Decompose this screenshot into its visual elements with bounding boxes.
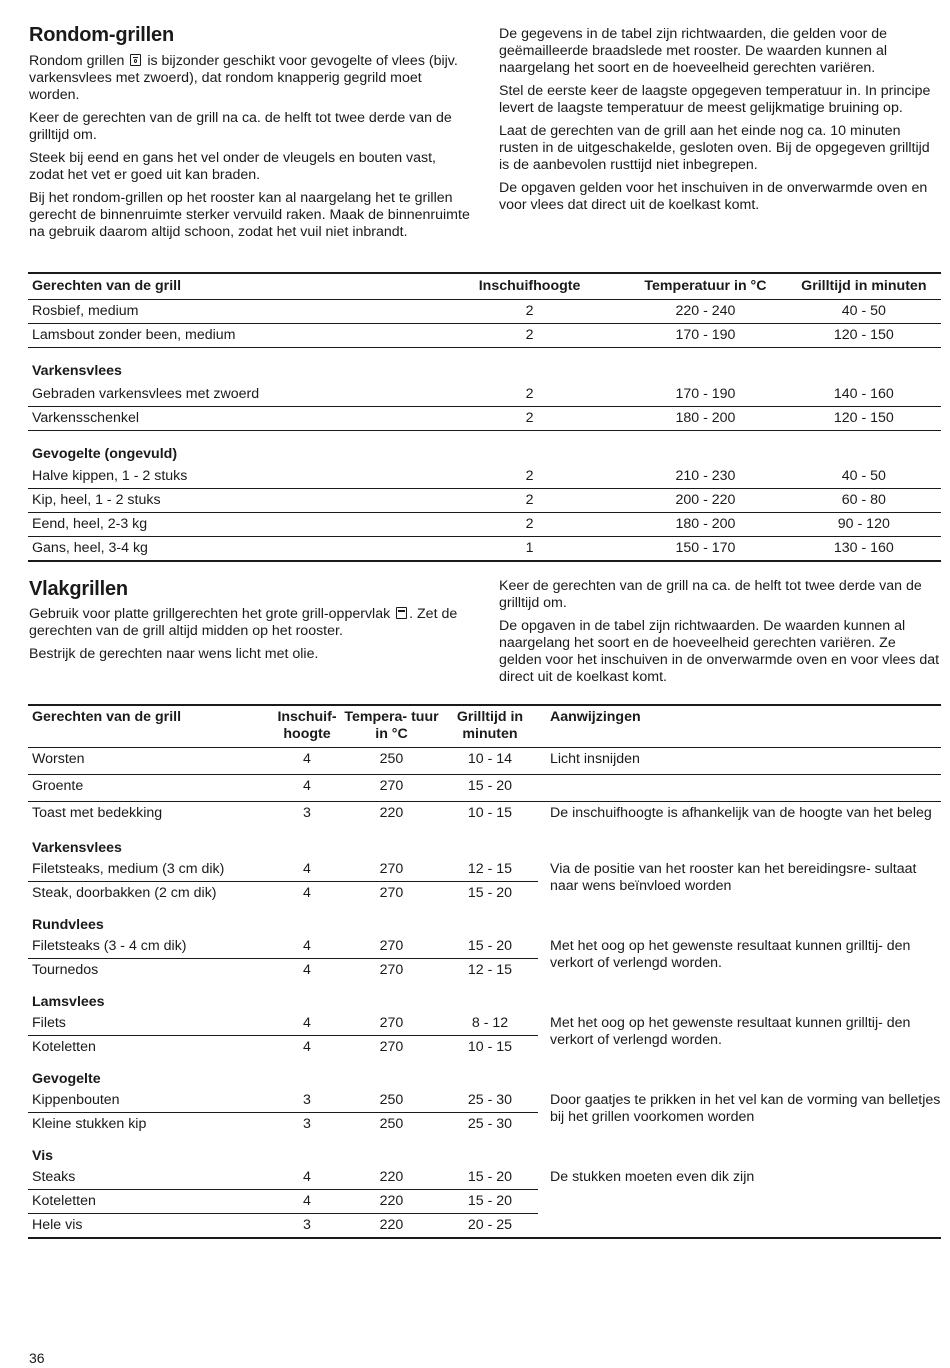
table-group-header	[28, 348, 941, 383]
cell: 270	[379, 1039, 404, 1055]
cell: Filetsteaks, medium (3 cm dik)	[28, 858, 273, 882]
cell: 4	[273, 1166, 341, 1190]
cell: 2	[435, 513, 624, 537]
rotisserie-grill-icon	[130, 54, 141, 66]
cell: 4	[273, 775, 341, 802]
cell: Lamsbout zonder been, medium	[28, 324, 435, 348]
note-cell: De inschuifhoogte is afhankelijk van de hoogte van het beleg	[550, 805, 932, 821]
table-header-row	[28, 705, 941, 748]
cell: 3	[303, 805, 311, 821]
table-group-header	[28, 1059, 941, 1089]
paragraph: Rondom grillen is bijzonder geschikt voor gevogelte of vlees (bijv. varkensvlees met zwoerd), dat rondom knapperig gegrild moet worden.	[29, 53, 458, 103]
cell: 130 - 160	[833, 540, 894, 556]
note-cell: Met het oog op het gewenste resultaat kunnen grilltij- den verkort of verlengd worden.	[550, 938, 911, 971]
paragraph: Bestrijk de gerechten naar wens licht met olie.	[29, 646, 319, 662]
table-row	[28, 383, 941, 407]
cell: 2	[435, 324, 624, 348]
table-row	[28, 300, 941, 324]
cell: 40 - 50	[787, 465, 941, 489]
cell: 15 - 20	[467, 885, 513, 901]
table-row	[28, 465, 941, 489]
table-row	[28, 406, 941, 430]
rondom-grill-table	[28, 272, 941, 562]
table-row	[28, 324, 941, 348]
cell: 220	[341, 1190, 442, 1214]
column-header: Inschuifhoogte	[435, 273, 624, 300]
column-header: Grilltijd in minuten	[787, 273, 941, 300]
cell: 1	[525, 540, 534, 556]
paragraph: Stel de eerste keer de laagste opgegeven temperatuur in. In principe levert de laagste temperatuur de meest gelijkmatige bruining op.	[499, 83, 931, 116]
note-cell	[538, 775, 941, 802]
cell: 120 - 150	[787, 324, 941, 348]
cell: Varkensschenkel	[28, 406, 435, 430]
cell: 220	[379, 805, 404, 821]
cell: 12 - 15	[467, 962, 513, 978]
cell: 25 - 30	[442, 1089, 538, 1113]
cell: Kippenbouten	[28, 1089, 273, 1113]
group-label: Rundvlees	[32, 917, 104, 933]
cell: 170 - 190	[624, 324, 786, 348]
cell: 2	[435, 383, 624, 407]
cell: 10 - 14	[442, 748, 538, 775]
cell: 270	[379, 885, 404, 901]
paragraph: Bij het rondom-grillen op het rooster kan al naargelang het te grillen gerecht de binnenruimte sterker vervuild raken. Maak de binnenruimte na gebruik daarom altijd schoon, zodat het vuil niet inbrandt.	[29, 190, 470, 240]
cell: 210 - 230	[624, 465, 786, 489]
cell: 2	[435, 406, 624, 430]
table-row	[28, 748, 941, 775]
cell: 220 - 240	[624, 300, 786, 324]
paragraph: Steek bij eend en gans het vel onder de vleugels en bouten vast, zodat het vet er goed uit kan braden.	[29, 150, 436, 183]
note-cell: Met het oog op het gewenste resultaat kunnen grilltij- den verkort of verlengd worden.	[550, 1015, 911, 1048]
cell: 90 - 120	[787, 513, 941, 537]
cell: 270	[341, 858, 442, 882]
cell: 4	[303, 962, 311, 978]
paragraph: Keer de gerechten van de grill na ca. de helft tot twee derde van de grilltijd om.	[29, 110, 452, 143]
column-header: Gerechten van de grill	[28, 273, 435, 300]
cell: 220	[379, 1217, 404, 1233]
column-header: Tempera- tuur in °C	[341, 705, 442, 748]
cell: Gebraden varkensvlees met zwoerd	[28, 383, 435, 407]
cell: 4	[303, 1039, 311, 1055]
cell: Hele vis	[32, 1217, 83, 1233]
cell: Tournedos	[32, 962, 99, 978]
cell: Kleine stukken kip	[32, 1116, 147, 1132]
cell: 3	[303, 1116, 311, 1132]
cell: 180 - 200	[624, 406, 786, 430]
table-row	[28, 489, 941, 513]
cell: 4	[273, 935, 341, 959]
table-row	[28, 1089, 941, 1113]
cell: 20 - 25	[467, 1217, 513, 1233]
table-row	[28, 775, 941, 802]
vlak-intro-left	[29, 606, 459, 669]
table-row	[28, 513, 941, 537]
cell: 8 - 12	[442, 1012, 538, 1036]
paragraph: Keer de gerechten van de grill na ca. de helft tot twee derde van de grilltijd om.	[499, 578, 922, 611]
cell: 15 - 20	[442, 1190, 538, 1214]
note-cell: De stukken moeten even dik zijn	[550, 1169, 755, 1185]
table-group-header	[28, 1136, 941, 1166]
paragraph: De opgaven gelden voor het inschuiven in de onverwarmde oven en voor vlees dat direct uit de koelkast komt.	[499, 180, 928, 213]
section-title-rondom-grillen: Rondom-grillen	[29, 24, 174, 46]
vlak-grill-table	[28, 704, 941, 1239]
cell: Steak, doorbakken (2 cm dik)	[32, 885, 217, 901]
cell: 2	[435, 489, 624, 513]
paragraph: Gebruik voor platte grillgerechten het grote grill-oppervlak . Zet de gerechten van de grill altijd midden op het rooster.	[29, 606, 458, 639]
cell: Koteletten	[28, 1190, 273, 1214]
cell: 40 - 50	[787, 300, 941, 324]
cell: 250	[379, 1116, 404, 1132]
cell: 4	[273, 1012, 341, 1036]
cell: Rosbief, medium	[28, 300, 435, 324]
table-header-row	[28, 273, 941, 300]
table-row	[28, 935, 941, 959]
cell: 10 - 15	[467, 1039, 513, 1055]
table-row	[28, 858, 941, 882]
rondom-intro-right	[499, 26, 939, 220]
cell: Halve kippen, 1 - 2 stuks	[28, 465, 435, 489]
cell: Groente	[28, 775, 273, 802]
group-label: Gevogelte	[32, 1071, 101, 1087]
cell: 25 - 30	[467, 1116, 513, 1132]
table-group-header	[28, 430, 941, 465]
cell: 270	[341, 1012, 442, 1036]
section-title-vlakgrillen: Vlakgrillen	[29, 578, 128, 600]
note-cell: Via de positie van het rooster kan het bereidingsre- sultaat naar wens beïnvloed worden	[550, 861, 917, 894]
cell: 3	[303, 1217, 311, 1233]
column-header: Temperatuur in °C	[624, 273, 786, 300]
paragraph: De opgaven in de tabel zijn richtwaarden. De waarden kunnen al naargelang het soort en de hoeveelheid gerechten variëren. Ze gelden voor het inschuiven in de onverwarmde oven en voor vlees dat direct uit de koelkast komt.	[499, 618, 940, 685]
cell: 3	[273, 1089, 341, 1113]
vlak-intro-right	[499, 578, 941, 692]
table-group-header	[28, 905, 941, 935]
cell: 2	[435, 465, 624, 489]
cell: Koteletten	[32, 1039, 96, 1055]
cell: 250	[341, 748, 442, 775]
cell: 170 - 190	[624, 383, 786, 407]
cell: 15 - 20	[442, 1166, 538, 1190]
cell: 250	[341, 1089, 442, 1113]
cell: 140 - 160	[787, 383, 941, 407]
column-header: Grilltijd in minuten	[442, 705, 538, 748]
table-row	[28, 537, 941, 562]
cell: 270	[341, 775, 442, 802]
group-label: Varkensvlees	[32, 840, 122, 856]
cell: Gans, heel, 3-4 kg	[32, 540, 148, 556]
cell: Filetsteaks (3 - 4 cm dik)	[28, 935, 273, 959]
cell: 60 - 80	[787, 489, 941, 513]
group-label: Vis	[32, 1148, 54, 1164]
cell: 4	[303, 885, 311, 901]
cell: 15 - 20	[442, 775, 538, 802]
cell: 150 - 170	[675, 540, 736, 556]
group-label: Varkensvlees	[32, 363, 122, 379]
paragraph: Laat de gerechten van de grill aan het einde nog ca. 10 minuten rusten in de uitgeschakelde, gesloten oven. Bij de opgegeven grilltijd is de aanbevolen rusttijd niet inbegrepen.	[499, 123, 930, 173]
large-grill-icon	[396, 607, 407, 619]
cell: Kip, heel, 1 - 2 stuks	[28, 489, 435, 513]
note-cell: Door gaatjes te prikken in het vel kan de vorming van belletjes bij het grillen voorkomen worden	[550, 1092, 941, 1125]
table-group-header	[28, 828, 941, 858]
cell: Filets	[28, 1012, 273, 1036]
table-group-header	[28, 982, 941, 1012]
note-cell: Licht insnijden	[538, 748, 941, 775]
page-number: 36	[29, 1350, 45, 1366]
group-label: Gevogelte (ongevuld)	[32, 445, 178, 462]
cell: Steaks	[28, 1166, 273, 1190]
cell: 180 - 200	[624, 513, 786, 537]
rondom-intro-left	[29, 53, 474, 247]
cell: 10 - 15	[467, 805, 513, 821]
cell: Worsten	[28, 748, 273, 775]
cell: 2	[435, 300, 624, 324]
cell: 200 - 220	[624, 489, 786, 513]
cell: 4	[273, 1190, 341, 1214]
table-row	[28, 802, 941, 829]
column-header: Aanwijzingen	[538, 705, 941, 748]
cell: 4	[273, 748, 341, 775]
cell: 15 - 20	[442, 935, 538, 959]
cell: 12 - 15	[442, 858, 538, 882]
group-label: Lamsvlees	[32, 994, 105, 1010]
column-header: Gerechten van de grill	[28, 705, 273, 748]
table-row	[28, 1166, 941, 1190]
cell: 4	[273, 858, 341, 882]
paragraph: De gegevens in de tabel zijn richtwaarden, die gelden voor de geëmailleerde braadslede met rooster. De waarden kunnen al naargelang het soort en de hoeveelheid gerechten variëren.	[499, 26, 888, 76]
cell: 270	[379, 962, 404, 978]
cell: 270	[341, 935, 442, 959]
cell: 220	[341, 1166, 442, 1190]
table-row	[28, 1012, 941, 1036]
cell: Eend, heel, 2-3 kg	[28, 513, 435, 537]
column-header: Inschuif- hoogte	[273, 705, 341, 748]
cell: 120 - 150	[787, 406, 941, 430]
cell: Toast met bedekking	[32, 805, 163, 821]
